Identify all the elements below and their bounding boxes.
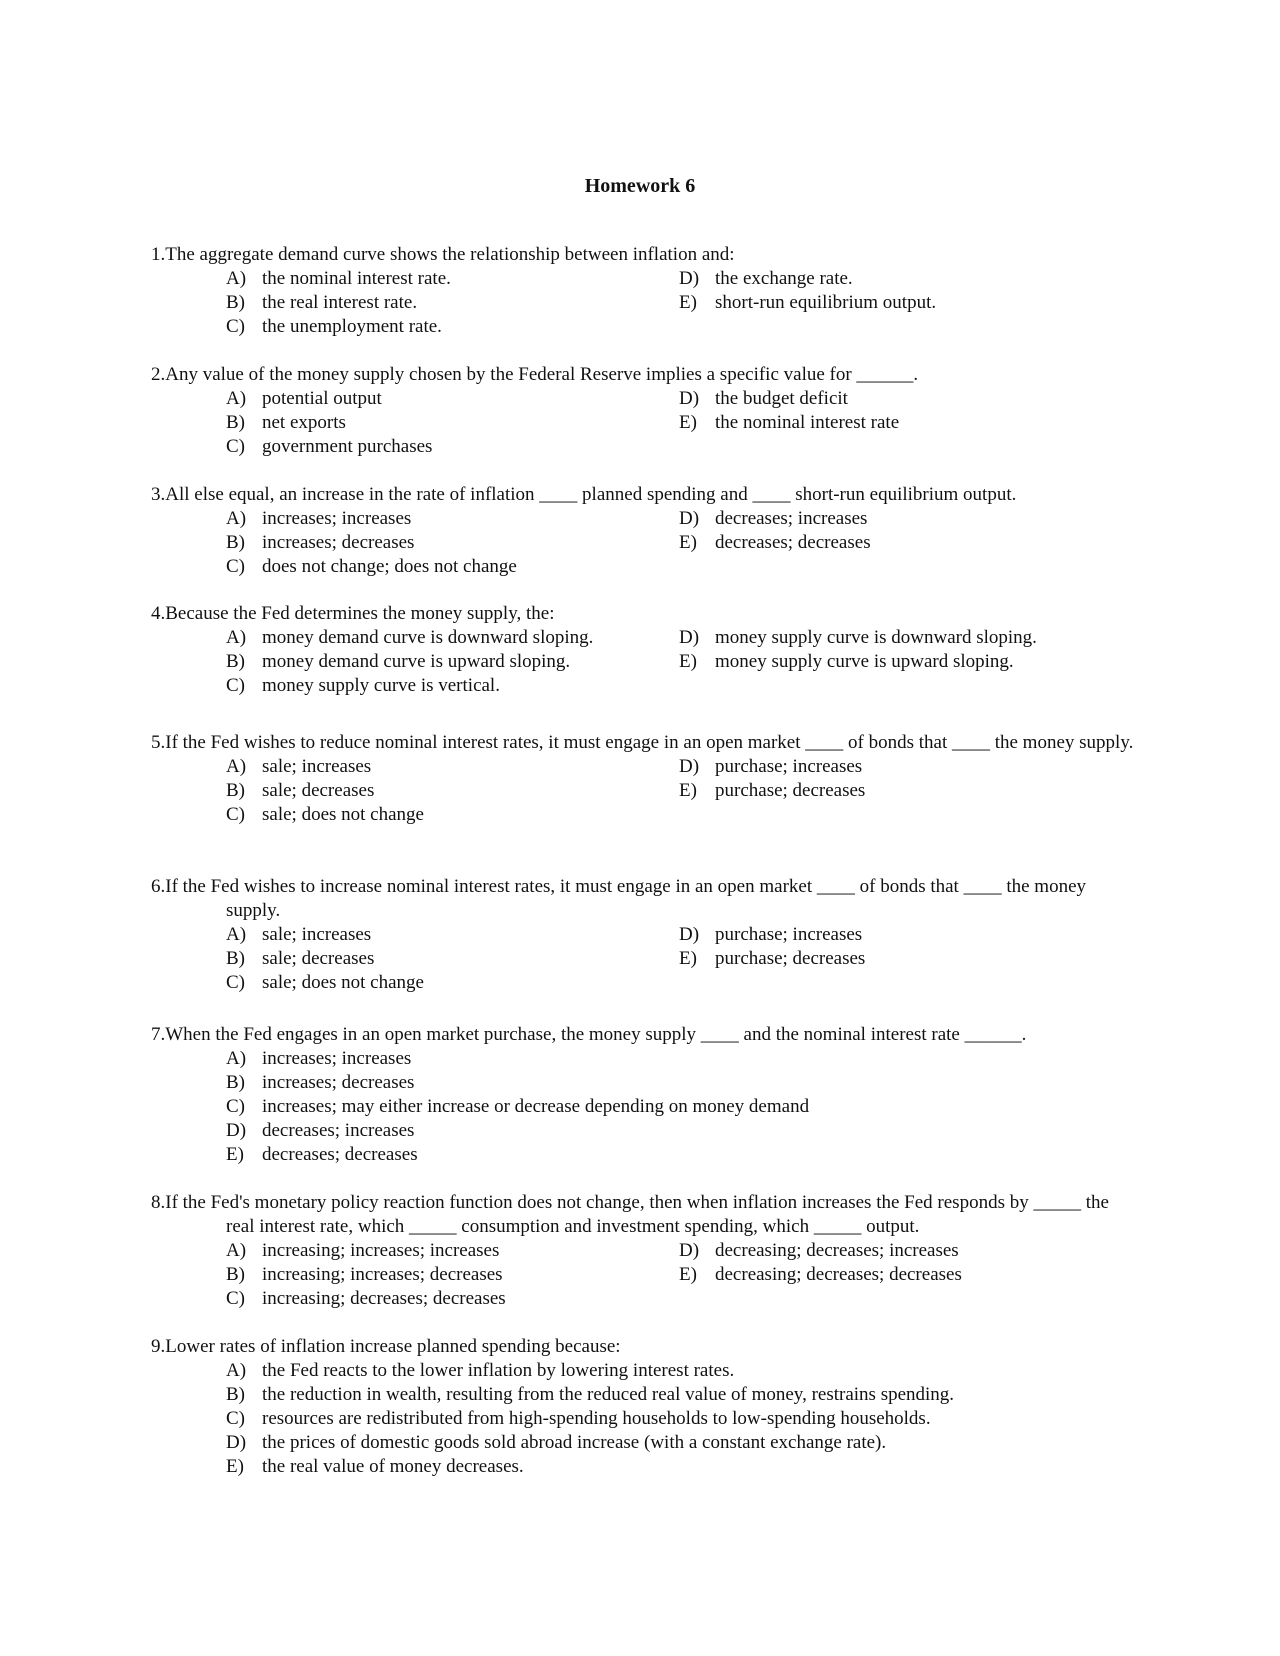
question-9 xyxy=(151,1335,1136,1479)
option-letter: C) xyxy=(226,1096,245,1117)
question-5 xyxy=(151,731,1136,827)
option-e xyxy=(679,1263,962,1287)
option-letter: A) xyxy=(226,1048,247,1069)
option-b xyxy=(226,779,374,803)
option-letter: C) xyxy=(226,556,245,577)
option-text: sale; decreases xyxy=(262,780,375,801)
option-e xyxy=(679,531,871,555)
option-letter: B) xyxy=(226,780,245,801)
option-text: sale; does not change xyxy=(262,972,424,993)
question-stem: 5.If the Fed wishes to reduce nominal interest rates, it must engage in an open market ____ of bonds that ____ the money supply. xyxy=(151,732,1134,753)
option-letter: A) xyxy=(226,756,247,777)
question-stem: 4.Because the Fed determines the money supply, the: xyxy=(151,603,555,624)
option-c xyxy=(226,315,442,339)
option-text: money supply curve is vertical. xyxy=(262,675,500,696)
option-letter: E) xyxy=(679,292,697,313)
question-2 xyxy=(151,363,1136,459)
question-8 xyxy=(151,1191,1136,1311)
option-e xyxy=(226,1143,418,1167)
option-e xyxy=(679,411,899,435)
option-letter: E) xyxy=(679,780,697,801)
option-a xyxy=(226,923,371,947)
option-text: short-run equilibrium output. xyxy=(715,292,937,313)
option-letter: D) xyxy=(226,1432,247,1453)
option-a xyxy=(226,1359,734,1383)
option-letter: A) xyxy=(226,508,247,529)
option-letter: D) xyxy=(679,388,700,409)
option-text: money supply curve is downward sloping. xyxy=(715,627,1037,648)
option-text: increases; decreases xyxy=(262,532,415,553)
option-letter: B) xyxy=(226,1072,245,1093)
option-text: the real interest rate. xyxy=(262,292,418,313)
option-text: sale; decreases xyxy=(262,948,375,969)
option-letter: E) xyxy=(679,412,697,433)
option-letter: C) xyxy=(226,436,245,457)
option-text: money demand curve is upward sloping. xyxy=(262,651,571,672)
option-text: the reduction in wealth, resulting from the reduced real value of money, restrains spending. xyxy=(262,1384,955,1405)
option-letter: D) xyxy=(679,268,700,289)
option-text: purchase; increases xyxy=(715,924,863,945)
option-letter: B) xyxy=(226,292,245,313)
question-stem: 6.If the Fed wishes to increase nominal interest rates, it must engage in an open market ____ of bonds that ____ the money supply. xyxy=(151,876,1086,921)
option-d xyxy=(226,1119,414,1143)
option-d xyxy=(679,923,862,947)
option-letter: C) xyxy=(226,1288,245,1309)
option-text: increases; may either increase or decrease depending on money demand xyxy=(262,1096,810,1117)
option-letter: E) xyxy=(679,532,697,553)
option-c xyxy=(226,435,432,459)
question-stem: 8.If the Fed's monetary policy reaction function does not change, then when inflation increases the Fed responds by _____ the real interest rate, which _____ consumption and investment spending, which _____ output. xyxy=(151,1192,1109,1237)
option-text: the nominal interest rate. xyxy=(262,268,451,289)
option-letter: D) xyxy=(679,627,700,648)
option-letter: E) xyxy=(226,1456,244,1477)
option-a xyxy=(226,1047,411,1071)
option-text: decreases; increases xyxy=(715,508,868,529)
option-c xyxy=(226,971,424,995)
option-letter: B) xyxy=(226,412,245,433)
option-letter: D) xyxy=(679,508,700,529)
page-title: Homework 6 xyxy=(584,175,696,197)
option-text: government purchases xyxy=(262,436,433,457)
option-b xyxy=(226,291,417,315)
option-text: the real value of money decreases. xyxy=(262,1456,524,1477)
option-text: does not change; does not change xyxy=(262,556,517,577)
option-text: sale; increases xyxy=(262,924,372,945)
option-letter: C) xyxy=(226,804,245,825)
option-d xyxy=(679,387,848,411)
option-text: decreases; decreases xyxy=(715,532,871,553)
option-e xyxy=(679,947,865,971)
option-text: purchase; increases xyxy=(715,756,863,777)
option-a xyxy=(226,755,371,779)
option-b xyxy=(226,531,414,555)
option-letter: E) xyxy=(679,651,697,672)
option-text: increasing; decreases; decreases xyxy=(262,1288,506,1309)
question-4 xyxy=(151,602,1136,698)
option-letter: D) xyxy=(679,1240,700,1261)
option-text: decreasing; decreases; increases xyxy=(715,1240,959,1261)
question-1 xyxy=(151,243,1136,339)
question-3 xyxy=(151,483,1136,579)
option-text: the budget deficit xyxy=(715,388,848,409)
option-letter: B) xyxy=(226,651,245,672)
option-d xyxy=(679,755,862,779)
option-letter: A) xyxy=(226,627,247,648)
question-stem: 7.When the Fed engages in an open market purchase, the money supply ____ and the nominal interest rate ______. xyxy=(151,1024,1027,1045)
option-letter: A) xyxy=(226,268,247,289)
option-letter: C) xyxy=(226,1408,245,1429)
option-text: sale; does not change xyxy=(262,804,424,825)
option-letter: D) xyxy=(679,756,700,777)
option-text: the unemployment rate. xyxy=(262,316,442,337)
option-letter: C) xyxy=(226,972,245,993)
option-text: net exports xyxy=(262,412,346,433)
option-c xyxy=(226,1407,931,1431)
option-letter: E) xyxy=(679,948,697,969)
question-7 xyxy=(151,1023,1136,1167)
option-text: the exchange rate. xyxy=(715,268,853,289)
option-c xyxy=(226,674,500,698)
option-text: decreases; decreases xyxy=(262,1144,418,1165)
question-6 xyxy=(151,875,1136,995)
option-text: resources are redistributed from high-spending households to low-spending households. xyxy=(262,1408,931,1429)
option-a xyxy=(226,507,411,531)
option-c xyxy=(226,1287,506,1311)
question-stem: 1.The aggregate demand curve shows the relationship between inflation and: xyxy=(151,244,735,265)
option-text: the nominal interest rate xyxy=(715,412,900,433)
option-e xyxy=(679,291,936,315)
option-a xyxy=(226,267,451,291)
option-letter: C) xyxy=(226,316,245,337)
option-c xyxy=(226,1095,809,1119)
option-d xyxy=(226,1431,886,1455)
option-letter: B) xyxy=(226,948,245,969)
option-text: purchase; decreases xyxy=(715,780,866,801)
option-letter: A) xyxy=(226,1240,247,1261)
question-stem: 3.All else equal, an increase in the rate of inflation ____ planned spending and ____ short-run equilibrium output. xyxy=(151,484,1017,505)
option-letter: A) xyxy=(226,388,247,409)
option-a xyxy=(226,626,593,650)
option-letter: E) xyxy=(679,1264,697,1285)
option-b xyxy=(226,947,374,971)
option-d xyxy=(679,267,853,291)
option-d xyxy=(679,626,1037,650)
option-letter: A) xyxy=(226,924,247,945)
option-letter: B) xyxy=(226,1264,245,1285)
option-text: purchase; decreases xyxy=(715,948,866,969)
option-b xyxy=(226,411,346,435)
option-e xyxy=(679,779,865,803)
option-b xyxy=(226,1263,503,1287)
option-text: the Fed reacts to the lower inflation by lowering interest rates. xyxy=(262,1360,735,1381)
option-d xyxy=(679,1239,959,1263)
option-letter: B) xyxy=(226,532,245,553)
option-e xyxy=(679,650,1014,674)
question-stem: 9.Lower rates of inflation increase planned spending because: xyxy=(151,1336,621,1357)
option-text: increases; increases xyxy=(262,1048,412,1069)
option-a xyxy=(226,387,382,411)
option-text: decreases; increases xyxy=(262,1120,415,1141)
option-text: money supply curve is upward sloping. xyxy=(715,651,1014,672)
option-text: increases; increases xyxy=(262,508,412,529)
option-letter: A) xyxy=(226,1360,247,1381)
option-text: sale; increases xyxy=(262,756,372,777)
option-text: potential output xyxy=(262,388,382,409)
option-text: money demand curve is downward sloping. xyxy=(262,627,594,648)
option-text: increases; decreases xyxy=(262,1072,415,1093)
option-letter: E) xyxy=(226,1144,244,1165)
option-text: increasing; increases; decreases xyxy=(262,1264,503,1285)
option-a xyxy=(226,1239,499,1263)
option-letter: C) xyxy=(226,675,245,696)
option-c xyxy=(226,555,517,579)
option-b xyxy=(226,650,570,674)
option-text: decreasing; decreases; decreases xyxy=(715,1264,962,1285)
option-b xyxy=(226,1383,954,1407)
option-letter: B) xyxy=(226,1384,245,1405)
question-stem: 2.Any value of the money supply chosen by the Federal Reserve implies a specific value for ______. xyxy=(151,364,919,385)
option-c xyxy=(226,803,424,827)
option-letter: D) xyxy=(679,924,700,945)
option-d xyxy=(679,507,867,531)
option-text: increasing; increases; increases xyxy=(262,1240,500,1261)
option-b xyxy=(226,1071,414,1095)
option-text: the prices of domestic goods sold abroad increase (with a constant exchange rate). xyxy=(262,1432,887,1453)
option-letter: D) xyxy=(226,1120,247,1141)
option-e xyxy=(226,1455,524,1479)
